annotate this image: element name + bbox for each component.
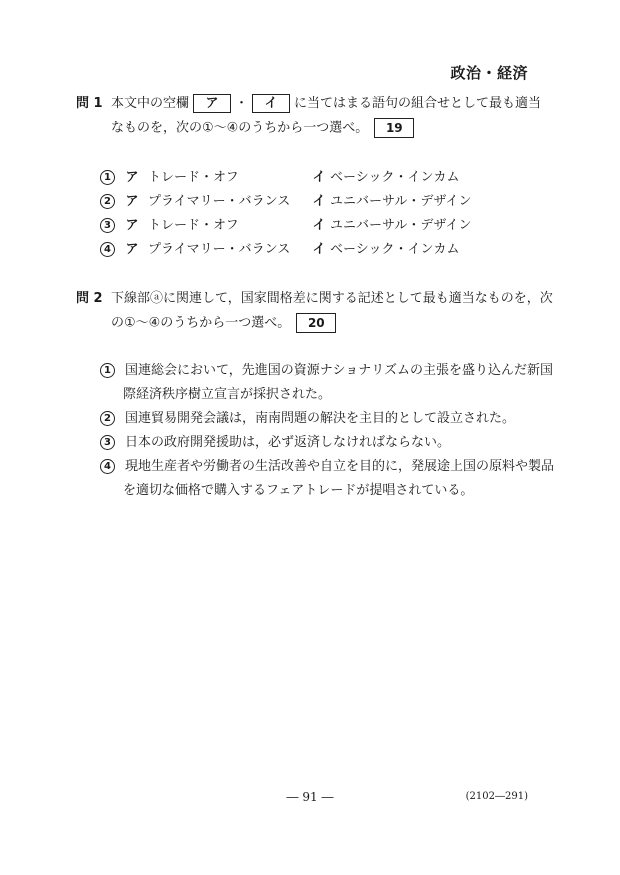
option-i-text: ユニバーサル・デザイン <box>330 218 472 233</box>
q1-blank-i: イ <box>252 94 290 113</box>
option-number: 3 <box>100 435 115 450</box>
kana-i-mark: イ <box>312 194 326 209</box>
option-text-line-1: 国連総会において，先進国の資源ナショナリズムの主張を盛り込んだ新国 <box>125 363 553 378</box>
option-a-text: プライマリー・バランス <box>148 242 291 257</box>
q1-line-2 <box>111 118 414 139</box>
kana-a-mark: ア <box>125 218 139 233</box>
q1-label: 問 1 <box>76 96 103 111</box>
kana-i-mark: イ <box>312 242 326 257</box>
q2-line-1 <box>76 289 553 309</box>
option-number: 2 <box>100 411 115 426</box>
option-a-text: プライマリー・バランス <box>148 194 291 209</box>
kana-a-mark: ア <box>125 194 139 209</box>
kana-a-mark: ア <box>125 242 139 257</box>
option-number: 1 <box>100 363 115 378</box>
kana-i-mark: イ <box>312 170 326 185</box>
option-text-line-2: を適切な価格で購入するフェアトレードが提唱されている。 <box>123 483 474 498</box>
option-number: 2 <box>100 194 115 209</box>
q1-instruction: なものを，次の①～④のうちから一つ選べ。 <box>111 120 369 136</box>
q2-text-1: 下線部ⓐに関連して，国家間格差に関する記述として最も適当なものを，次 <box>111 291 553 306</box>
q2-instruction: の①～④のうちから一つ選べ。 <box>111 315 291 331</box>
q1-text-after: に当てはまる語句の組合せとして最も適当 <box>294 96 542 111</box>
option-a-text: トレード・オフ <box>148 218 239 233</box>
q1-separator: ・ <box>235 96 249 111</box>
q2-option-4 <box>100 457 554 501</box>
option-text-line-1: 日本の政府開発援助は，必ず返済しなければならない。 <box>125 435 451 450</box>
q2-option-2 <box>100 409 515 429</box>
q1-line-1 <box>76 94 541 114</box>
q2-label: 問 2 <box>76 291 103 306</box>
option-text-line-1: 現地生産者や労働者の生活改善や自立を目的に，発展途上国の原料や製品 <box>125 459 555 474</box>
q2-line-2 <box>111 313 336 334</box>
option-i-text: ユニバーサル・デザイン <box>330 194 472 209</box>
page-number: ― 91 ― <box>286 790 334 804</box>
option-i-text: ベーシック・インカム <box>330 242 460 257</box>
q2-answer-box: 20 <box>296 313 336 333</box>
subject-title: 政治・経済 <box>450 64 528 82</box>
q1-text-before: 本文中の空欄 <box>111 96 190 111</box>
option-a-text: トレード・オフ <box>148 170 239 185</box>
q2-option-3 <box>100 433 450 453</box>
option-text-line-2: 際経済秩序樹立宣言が採択された。 <box>123 387 332 402</box>
option-number: 1 <box>100 170 115 185</box>
option-text-line-1: 国連貿易開発会議は，南南問題の解決を主目的として設立された。 <box>125 411 516 426</box>
q2-option-1 <box>100 361 553 405</box>
q1-answer-box: 19 <box>374 118 414 138</box>
option-number: 4 <box>100 242 115 257</box>
option-number: 3 <box>100 218 115 233</box>
option-i-text: ベーシック・インカム <box>330 170 460 185</box>
kana-i-mark: イ <box>312 218 326 233</box>
option-number: 4 <box>100 459 115 474</box>
kana-a-mark: ア <box>125 170 139 185</box>
q1-blank-a: ア <box>193 94 231 113</box>
exam-code: (2102―291) <box>465 791 528 802</box>
